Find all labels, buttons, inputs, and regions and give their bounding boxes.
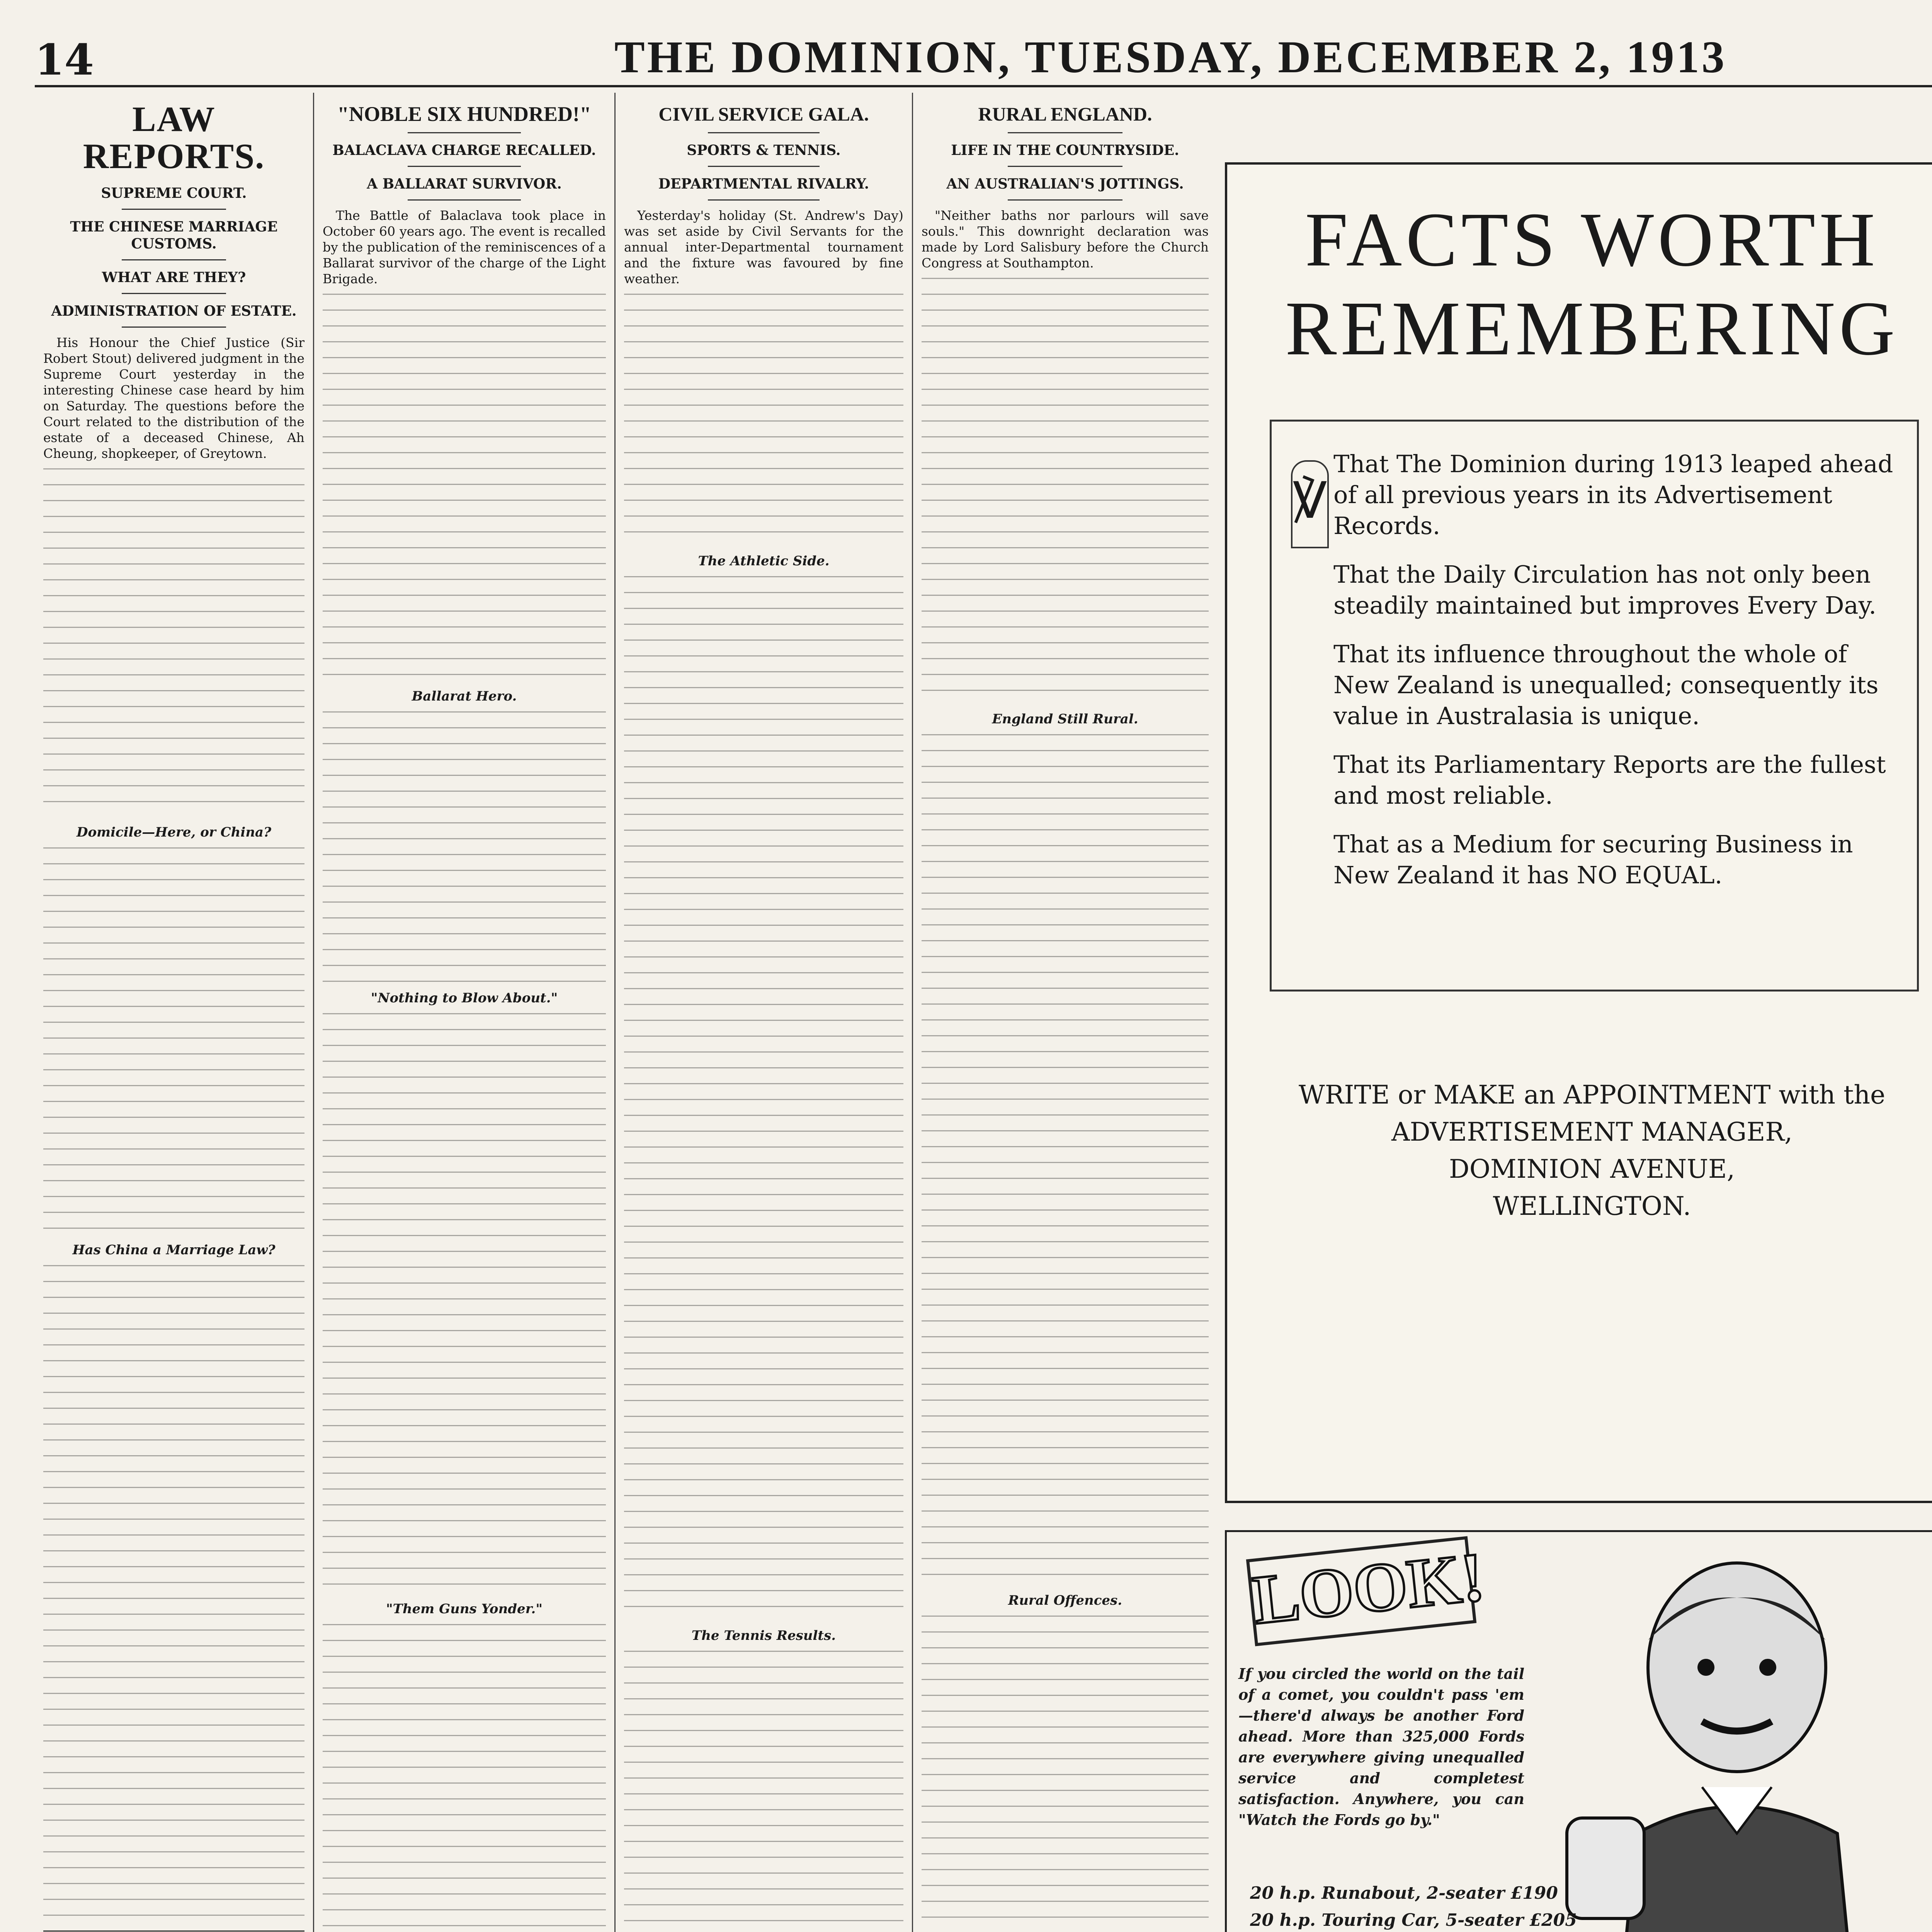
fact-point: That its influence throughout the whole of New Zealand is unequalled; consequently its value in Australasia is unique. bbox=[1333, 640, 1879, 730]
ad-look-ford bbox=[1225, 1530, 1932, 1932]
subhead-australian-jottings: AN AUSTRALIAN'S JOTTINGS. bbox=[946, 176, 1184, 192]
headline-six-hundred: "NOBLE SIX HUNDRED!" bbox=[337, 102, 592, 126]
article-paragraph: The Battle of Balaclava took place in October 60 years ago. The event is recalled by the publication of the reminiscences of a Ballarat survivor of the charge of the Light Brigade. bbox=[323, 208, 606, 286]
column-rural-england bbox=[912, 93, 1217, 1932]
section-still-rural: England Still Rural. bbox=[992, 711, 1138, 727]
subhead-administration: ADMINISTRATION OF ESTATE. bbox=[51, 303, 297, 319]
subhead-what-are-they: WHAT ARE THEY? bbox=[102, 269, 246, 286]
subhead-countryside: LIFE IN THE COUNTRYSIDE. bbox=[951, 142, 1179, 158]
ad-facts-worth-remembering bbox=[1225, 162, 1932, 1503]
ad-title-line2: REMEMBERING bbox=[1285, 286, 1899, 371]
facts-box bbox=[1270, 420, 1919, 992]
man-portrait-icon bbox=[1520, 1540, 1932, 1932]
page-number: 14 bbox=[35, 35, 94, 85]
fact-point: That The Dominion during 1913 leaped ahead of all previous years in its Advertisement Records. bbox=[1333, 450, 1893, 540]
section-marriage-law: Has China a Marriage Law? bbox=[72, 1242, 276, 1258]
section-them-guns: "Them Guns Yonder." bbox=[386, 1601, 543, 1617]
subhead-sports-tennis: SPORTS & TENNIS. bbox=[687, 142, 841, 158]
masthead bbox=[35, 27, 1932, 87]
ford-copy: If you circled the world on the tail of a comet, you couldn't pass 'em—there'd always be another Ford ahead. More than 325,000 Fords are everywhere giving unequalled service and completest satisfaction. Anywhere, you can "Watch the Fords go by." bbox=[1238, 1665, 1524, 1828]
section-nothing-to-blow: "Nothing to Blow About." bbox=[371, 990, 558, 1006]
headline-civil-service-gala: CIVIL SERVICE GALA. bbox=[658, 103, 869, 125]
subhead-ballarat: A BALLARAT SURVIVOR. bbox=[367, 176, 562, 192]
look-word: LOOK! bbox=[1246, 1536, 1476, 1646]
headline-law-reports: LAW REPORTS. bbox=[83, 99, 265, 176]
subhead-chinese-marriage: THE CHINESE MARRIAGE CUSTOMS. bbox=[70, 219, 278, 252]
fact-point: That as a Medium for securing Business in New Zealand it has NO EQUAL. bbox=[1333, 830, 1853, 889]
ad-title-line1: FACTS WORTH bbox=[1305, 197, 1879, 282]
article-paragraph: "Neither baths nor parlours will save souls." This downright declaration was made by Lord Salisbury before the Church Congress at Southampton. bbox=[922, 208, 1209, 270]
section-ballarat-hero: Ballarat Hero. bbox=[412, 689, 517, 704]
article-paragraph: Yesterday's holiday (St. Andrew's Day) was set aside by Civil Servants for the annual inter-Departmental tournament and the fixture was favoured by fine weather. bbox=[624, 208, 903, 286]
ad-contact: WRITE or MAKE an APPOINTMENT with the ADVERTISEMENT MANAGER, DOMINION AVENUE, WELLINGTON. bbox=[1298, 1080, 1886, 1221]
headline-rural-england: RURAL ENGLAND. bbox=[978, 103, 1152, 125]
column-civil-service bbox=[614, 93, 912, 1932]
section-athletic: The Athletic Side. bbox=[698, 553, 830, 569]
subhead-departmental: DEPARTMENTAL RIVALRY. bbox=[658, 176, 869, 192]
ford-prices: 20 h.p. Runabout, 2-seater £190 20 h.p. Touring Car, 5-seater £205 bbox=[1250, 1883, 1577, 1930]
article-paragraph: His Honour the Chief Justice (Sir Robert Stout) delivered judgment in the Supreme Court yesterday in the interesting Chinese case heard by him on Saturday. The questions before the Court related to the distribution of the estate of a deceased Chinese, Ah Cheung, shopkeeper, of Greytown. bbox=[43, 335, 304, 461]
section-domicile: Domicile—Here, or China? bbox=[77, 825, 271, 840]
subhead-supreme-court: SUPREME COURT. bbox=[101, 185, 247, 201]
fact-point: That the Daily Circulation has not only been steadily maintained but improves Every Day. bbox=[1333, 560, 1876, 619]
fact-point: That its Parliamentary Reports are the fullest and most reliable. bbox=[1333, 750, 1886, 810]
newspaper-title: THE DOMINION, TUESDAY, DECEMBER 2, 1913 bbox=[614, 32, 1727, 82]
column-six-hundred bbox=[313, 93, 614, 1932]
ornament-icon: ℣ bbox=[1291, 460, 1329, 548]
column-law-reports bbox=[35, 93, 313, 1932]
subhead-balaclava: BALACLAVA CHARGE RECALLED. bbox=[332, 142, 596, 158]
section-tennis: The Tennis Results. bbox=[691, 1628, 836, 1643]
section-rural-offences: Rural Offences. bbox=[1008, 1593, 1122, 1608]
